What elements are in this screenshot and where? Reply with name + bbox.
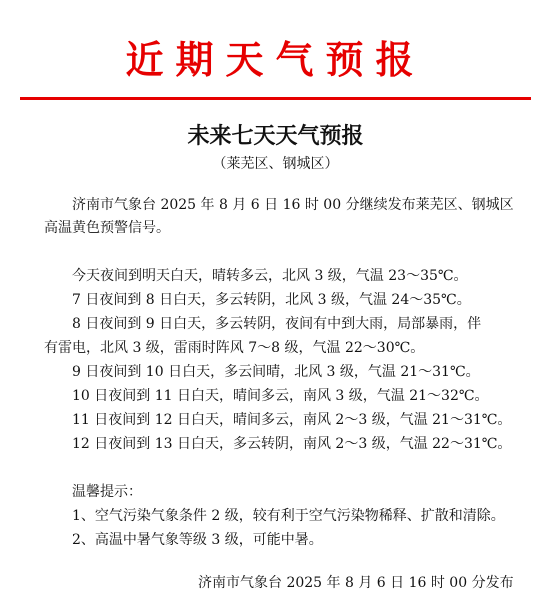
document-title: 未来七天天气预报 <box>187 123 364 149</box>
tips-heading: 温馨提示： <box>72 484 142 500</box>
document-subtitle: （莱芜区、钢城区） <box>212 156 339 172</box>
issuance-footer: 济南市气象台 2025 年 8 月 6 日 16 时 00 分发布 <box>198 575 514 591</box>
forecast-line-3: 8 日夜间到 9 日白天，多云转阴，夜间有中到大雨，局部暴雨，伴 <box>72 316 482 332</box>
tip-item-1: 1、空气污染气象条件 2 级，较有利于空气污染物稀释、扩散和清除。 <box>72 508 505 524</box>
tip-item-2: 2、高温中暑气象等级 3 级，可能中暑。 <box>72 532 323 548</box>
forecast-line-3-cont: 有雷电，北风 3 级，雷雨时阵风 7～8 级，气温 22～30℃。 <box>44 340 425 356</box>
forecast-line-5: 10 日夜间到 11 日白天，晴间多云，南风 3 级，气温 21～32℃。 <box>72 388 489 404</box>
forecast-line-6: 11 日夜间到 12 日白天，晴间多云，南风 2～3 级，气温 21～31℃。 <box>72 412 512 428</box>
header-divider <box>20 97 531 100</box>
forecast-line-7: 12 日夜间到 13 日白天，多云转阴，南风 2～3 级，气温 22～31℃。 <box>72 436 512 452</box>
forecast-line-4: 9 日夜间到 10 日白天，多云间晴，北风 3 级，气温 21～31℃。 <box>72 364 480 380</box>
intro-line-2: 高温黄色预警信号。 <box>44 220 170 236</box>
forecast-line-1: 今天夜间到明天白天，晴转多云，北风 3 级，气温 23～35℃。 <box>72 268 468 284</box>
forecast-line-2: 7 日夜间到 8 日白天，多云转阴，北风 3 级，气温 24～35℃。 <box>72 292 471 308</box>
page-header-title: 近期天气预报 <box>125 37 426 82</box>
intro-line-1: 济南市气象台 2025 年 8 月 6 日 16 时 00 分继续发布莱芜区、钢城区 <box>72 197 514 213</box>
